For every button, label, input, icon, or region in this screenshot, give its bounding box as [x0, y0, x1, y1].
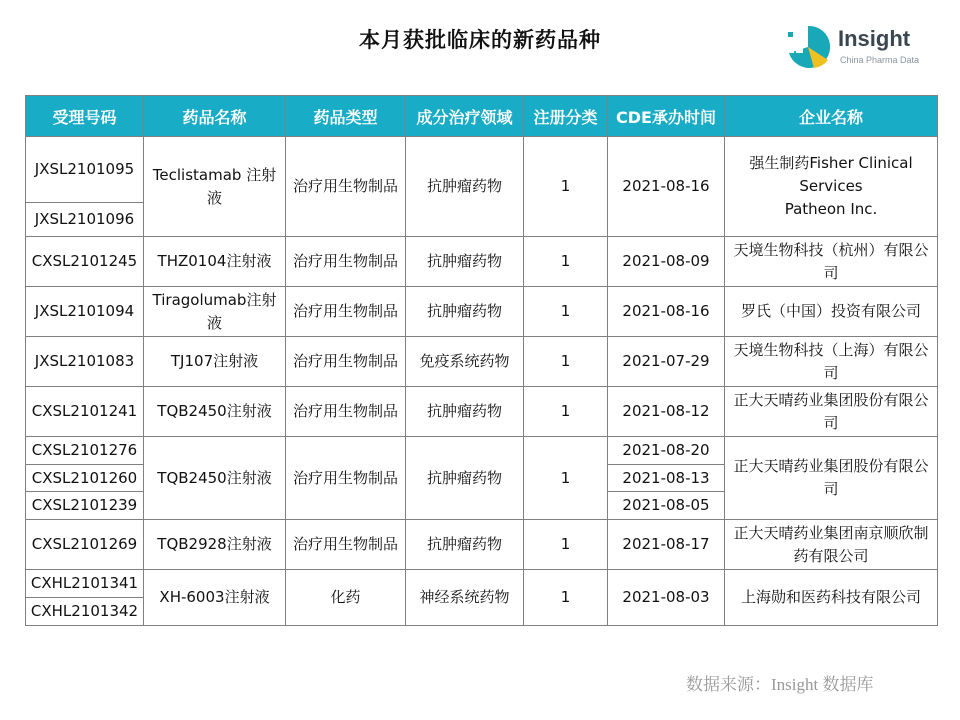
table-row — [26, 337, 938, 387]
cell-cde-date: 2021-08-05 — [608, 492, 725, 520]
insight-logo — [784, 22, 944, 72]
cell-drug-type: 治疗用生物制品 — [286, 437, 406, 520]
cell-therapy-area: 抗肿瘤药物 — [406, 237, 524, 287]
cell-drug-name: TQB2928注射液 — [144, 520, 286, 570]
table-row — [26, 520, 938, 570]
cell-company: 正大天晴药业集团南京顺欣制药有限公司 — [725, 520, 938, 570]
cell-registration-class: 1 — [524, 337, 608, 387]
table-header-row — [26, 96, 938, 137]
cell-cde-date: 2021-08-03 — [608, 570, 725, 626]
header-company: 企业名称 — [725, 96, 938, 137]
cell-drug-name: TQB2450注射液 — [144, 387, 286, 437]
cell-drug-name: TJ107注射液 — [144, 337, 286, 387]
header-drug-name: 药品名称 — [144, 96, 286, 137]
header-drug-type: 药品类型 — [286, 96, 406, 137]
cell-code: CXSL2101241 — [26, 387, 144, 437]
cell-code: JXSL2101096 — [26, 203, 144, 237]
cell-company: 正大天晴药业集团股份有限公司 — [725, 387, 938, 437]
cell-therapy-area: 抗肿瘤药物 — [406, 437, 524, 520]
cell-cde-date: 2021-07-29 — [608, 337, 725, 387]
cell-drug-type: 治疗用生物制品 — [286, 137, 406, 237]
cell-therapy-area: 免疫系统药物 — [406, 337, 524, 387]
cell-drug-name: Tiragolumab注射液 — [144, 287, 286, 337]
header-cde-date: CDE承办时间 — [608, 96, 725, 137]
cell-cde-date: 2021-08-16 — [608, 287, 725, 337]
insight-logo-icon — [784, 22, 834, 72]
cell-therapy-area: 抗肿瘤药物 — [406, 520, 524, 570]
cell-therapy-area: 抗肿瘤药物 — [406, 287, 524, 337]
cell-drug-type: 治疗用生物制品 — [286, 237, 406, 287]
table-row — [26, 570, 938, 598]
cell-cde-date: 2021-08-13 — [608, 465, 725, 492]
cell-registration-class: 1 — [524, 137, 608, 237]
header-code: 受理号码 — [26, 96, 144, 137]
cell-drug-name: Teclistamab 注射液 — [144, 137, 286, 237]
page-title: 本月获批临床的新药品种 — [359, 28, 601, 52]
cell-company: 上海勋和医药科技有限公司 — [725, 570, 938, 626]
cell-company: 正大天晴药业集团股份有限公司 — [725, 437, 938, 520]
cell-cde-date: 2021-08-12 — [608, 387, 725, 437]
cell-registration-class: 1 — [524, 520, 608, 570]
cell-code: CXSL2101239 — [26, 492, 144, 520]
cell-registration-class: 1 — [524, 387, 608, 437]
cell-registration-class: 1 — [524, 237, 608, 287]
cell-cde-date: 2021-08-20 — [608, 437, 725, 465]
cell-drug-type: 治疗用生物制品 — [286, 337, 406, 387]
table-row — [26, 287, 938, 337]
cell-code: CXSL2101260 — [26, 465, 144, 492]
cell-company: 天境生物科技（上海）有限公司 — [725, 337, 938, 387]
table-row — [26, 437, 938, 465]
drug-table — [25, 95, 938, 626]
table-row — [26, 237, 938, 287]
cell-cde-date: 2021-08-16 — [608, 137, 725, 237]
cell-drug-type: 治疗用生物制品 — [286, 520, 406, 570]
cell-drug-type: 化药 — [286, 570, 406, 626]
cell-drug-name: TQB2450注射液 — [144, 437, 286, 520]
cell-code: CXSL2101269 — [26, 520, 144, 570]
header-registration-class: 注册分类 — [524, 96, 608, 137]
cell-therapy-area: 抗肿瘤药物 — [406, 387, 524, 437]
cell-therapy-area: 抗肿瘤药物 — [406, 137, 524, 237]
cell-code: CXSL2101276 — [26, 437, 144, 465]
header-therapy-area: 成分治疗领域 — [406, 96, 524, 137]
cell-registration-class: 1 — [524, 287, 608, 337]
cell-code: CXSL2101245 — [26, 237, 144, 287]
cell-drug-type: 治疗用生物制品 — [286, 387, 406, 437]
cell-code: JXSL2101094 — [26, 287, 144, 337]
table-row — [26, 137, 938, 203]
cell-company: 天境生物科技（杭州）有限公司 — [725, 237, 938, 287]
cell-drug-name: THZ0104注射液 — [144, 237, 286, 287]
cell-registration-class: 1 — [524, 437, 608, 520]
cell-code: CXHL2101341 — [26, 570, 144, 598]
cell-cde-date: 2021-08-17 — [608, 520, 725, 570]
cell-code: JXSL2101095 — [26, 137, 144, 203]
cell-drug-type: 治疗用生物制品 — [286, 287, 406, 337]
cell-registration-class: 1 — [524, 570, 608, 626]
cell-drug-name: XH-6003注射液 — [144, 570, 286, 626]
table-row — [26, 387, 938, 437]
logo-name: Insight — [838, 26, 911, 51]
logo-subtitle: China Pharma Data — [840, 55, 920, 65]
cell-company: 罗氏（中国）投资有限公司 — [725, 287, 938, 337]
cell-therapy-area: 神经系统药物 — [406, 570, 524, 626]
cell-code: JXSL2101083 — [26, 337, 144, 387]
cell-cde-date: 2021-08-09 — [608, 237, 725, 287]
cell-code: CXHL2101342 — [26, 598, 144, 626]
cell-company: 强生制药Fisher Clinical Services Patheon Inc. — [725, 137, 938, 237]
data-source-note: 数据来源：Insight 数据库 — [686, 675, 874, 694]
